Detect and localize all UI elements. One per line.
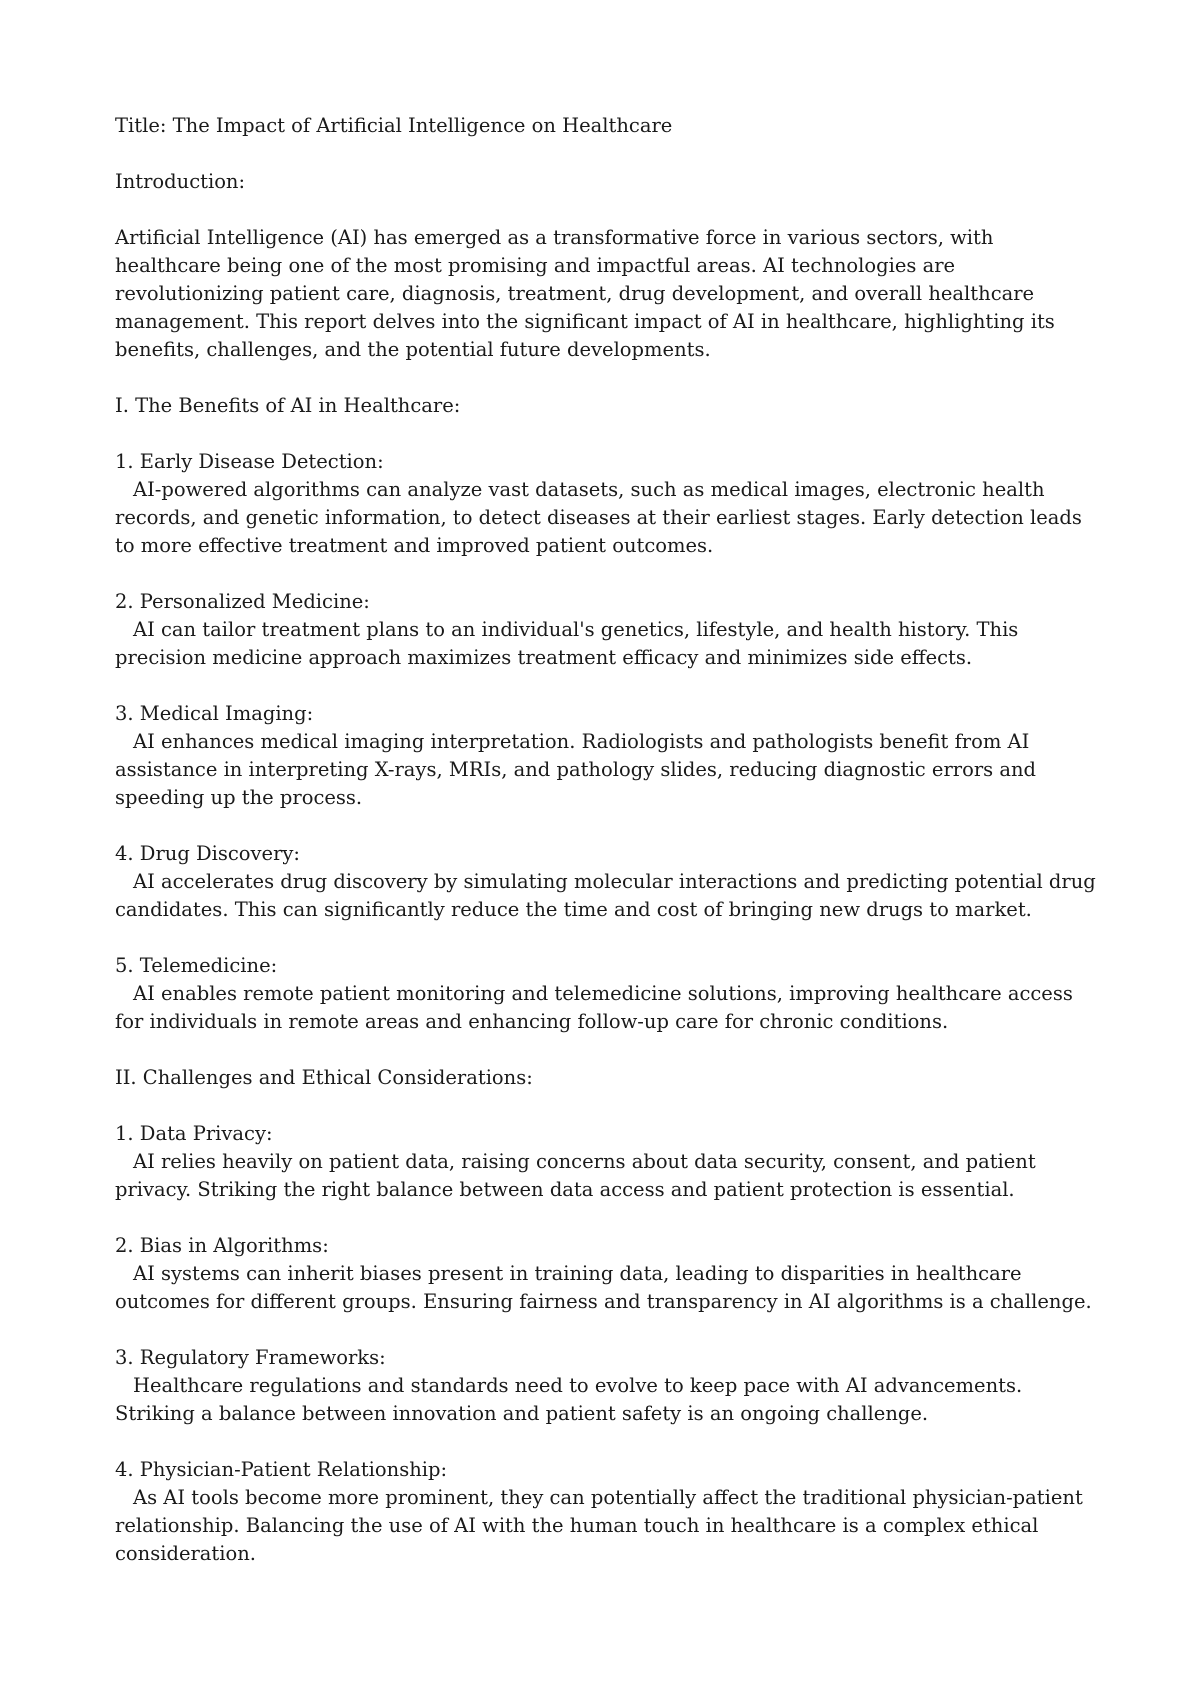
item-body: AI relies heavily on patient data, raising concerns about data security, consent, and patient privacy. Striking the right balance between data access and patient protection is essential. xyxy=(115,1150,1036,1201)
item-body: Healthcare regulations and standards need to evolve to keep pace with AI advancements. Striking a balance between innovation and patient safety is an ongoing challenge. xyxy=(115,1374,1023,1425)
item-body: AI enables remote patient monitoring and telemedicine solutions, improving healthcare access for individuals in remote areas and enhancing follow-up care for chronic conditions. xyxy=(115,982,1073,1033)
item-body: AI can tailor treatment plans to an individual's genetics, lifestyle, and health history. This precision medicine approach maximizes treatment efficacy and minimizes side effects. xyxy=(115,618,1019,669)
spacer xyxy=(115,420,1105,448)
spacer xyxy=(115,812,1105,840)
item-body: AI accelerates drug discovery by simulating molecular interactions and predicting potential drug candidates. This can significantly reduce the time and cost of bringing new drugs to market. xyxy=(115,870,1096,921)
item-body: As AI tools become more prominent, they can potentially affect the traditional physician-patient relationship. Balancing the use of AI with the human touch in healthcare is a complex ethical consideration. xyxy=(115,1486,1083,1565)
benefit-item xyxy=(115,840,1105,924)
section-heading-benefits: I. The Benefits of AI in Healthcare: xyxy=(115,394,461,417)
item-title: 1. Data Privacy: xyxy=(115,1122,273,1145)
spacer xyxy=(115,1316,1105,1344)
benefit-item xyxy=(115,588,1105,672)
spacer xyxy=(115,672,1105,700)
document-title: Title: The Impact of Artificial Intelligence on Healthcare xyxy=(115,114,673,137)
document-page xyxy=(115,112,1105,1568)
item-body: AI enhances medical imaging interpretation. Radiologists and pathologists benefit from AI assistance in interpreting X-rays, MRIs, and pathology slides, reducing diagnostic errors and speeding up the process. xyxy=(115,730,1037,809)
spacer xyxy=(115,1428,1105,1456)
spacer xyxy=(115,560,1105,588)
item-title: 4. Physician-Patient Relationship: xyxy=(115,1458,448,1481)
item-body: AI systems can inherit biases present in training data, leading to disparities in healthcare outcomes for different groups. Ensuring fairness and transparency in AI algorithms is a challenge. xyxy=(115,1262,1092,1313)
challenge-item xyxy=(115,1232,1105,1316)
intro-paragraph: Artificial Intelligence (AI) has emerged as a transformative force in various sectors, with healthcare being one of the most promising and impactful areas. AI technologies are revolutionizing patient care, diagnosis, treatment, drug development, and overall healthcare management. This report delves into the significant impact of AI in healthcare, highlighting its benefits, challenges, and the potential future developments. xyxy=(115,226,1055,361)
item-title: 1. Early Disease Detection: xyxy=(115,450,384,473)
spacer xyxy=(115,1092,1105,1120)
item-title: 3. Regulatory Frameworks: xyxy=(115,1346,386,1369)
intro-heading: Introduction: xyxy=(115,170,246,193)
spacer xyxy=(115,140,1105,168)
benefit-item xyxy=(115,952,1105,1036)
challenge-item xyxy=(115,1456,1105,1568)
item-body: AI-powered algorithms can analyze vast datasets, such as medical images, electronic health records, and genetic information, to detect diseases at their earliest stages. Early detection leads to more effective treatment and improved patient outcomes. xyxy=(115,478,1082,557)
benefit-item xyxy=(115,448,1105,560)
section-heading-challenges: II. Challenges and Ethical Considerations: xyxy=(115,1066,533,1089)
spacer xyxy=(115,1204,1105,1232)
item-title: 4. Drug Discovery: xyxy=(115,842,301,865)
item-title: 2. Bias in Algorithms: xyxy=(115,1234,329,1257)
item-title: 2. Personalized Medicine: xyxy=(115,590,370,613)
challenge-item xyxy=(115,1120,1105,1204)
spacer xyxy=(115,364,1105,392)
item-title: 5. Telemedicine: xyxy=(115,954,278,977)
spacer xyxy=(115,196,1105,224)
spacer xyxy=(115,924,1105,952)
item-title: 3. Medical Imaging: xyxy=(115,702,314,725)
challenge-item xyxy=(115,1344,1105,1428)
spacer xyxy=(115,1036,1105,1064)
benefit-item xyxy=(115,700,1105,812)
